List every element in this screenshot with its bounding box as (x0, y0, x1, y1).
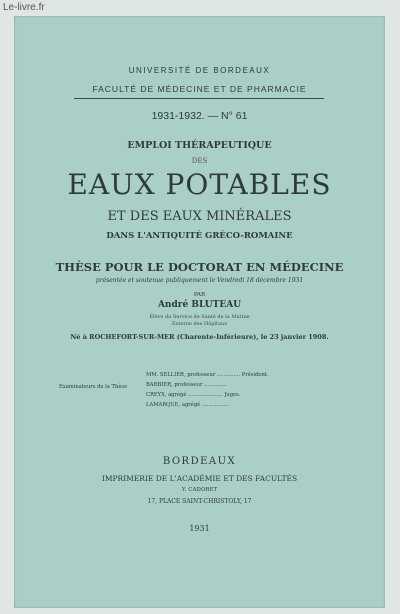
publication-year: 1931 (189, 524, 210, 533)
main-title: EAUX POTABLES (67, 168, 332, 201)
publisher-address: 17, PLACE SAINT-CHRISTOLY, 17 (147, 498, 252, 505)
year-number: 1931-1932. — N° 61 (151, 110, 248, 122)
book-cover (14, 16, 385, 608)
jury-member: CREYX, agrégé ..................... Juges. (146, 392, 241, 398)
title-line-1: EMPLOI THÉRAPEUTIQUE (127, 140, 272, 151)
jury-member: LAMARQUE, agrégé ................ (146, 402, 229, 408)
publisher-city: BORDEAUX (162, 456, 237, 467)
jury-member: BARBIER, professeur .............. (146, 382, 228, 388)
author-birth: Né à ROCHEFORT-SUR-MER (Charente-Inférieure), le 23 janvier 1908. (70, 333, 329, 341)
publisher-name: IMPRIMERIE DE L'ACADÉMIE ET DES FACULTÉS (101, 474, 298, 483)
watermark-text: Le-livre.fr (3, 2, 45, 13)
printer-name: Y. CADORET (181, 487, 218, 493)
thesis-heading: THÈSE POUR LE DOCTORAT EN MÉDECINE (55, 260, 344, 274)
faculty-name: FACULTÉ DE MÉDECINE ET DE PHARMACIE (92, 84, 307, 94)
subtitle-2: DANS L'ANTIQUITÉ GRÉCO-ROMAINE (106, 231, 293, 241)
author-quals-1: Élève du Service de Santé de la Marine (149, 314, 250, 320)
title-line-2: DES (191, 157, 208, 165)
author-name: André BLUTEAU (157, 300, 242, 310)
by-label: PAR (193, 292, 206, 298)
jury-label: Examinateurs de la Thèse (59, 384, 128, 390)
defense-date: présentée et soutenue publiquement le Vendredi 18 décembre 1931 (95, 277, 304, 284)
header-divider (74, 98, 324, 99)
author-quals-2: Externe des Hôpitaux (171, 321, 228, 327)
university-name: UNIVERSITÉ DE BORDEAUX (128, 66, 271, 75)
subtitle: ET DES EAUX MINÉRALES (107, 209, 292, 224)
jury-member: MM. SELLIER, professeur .............. Président. (146, 372, 269, 378)
